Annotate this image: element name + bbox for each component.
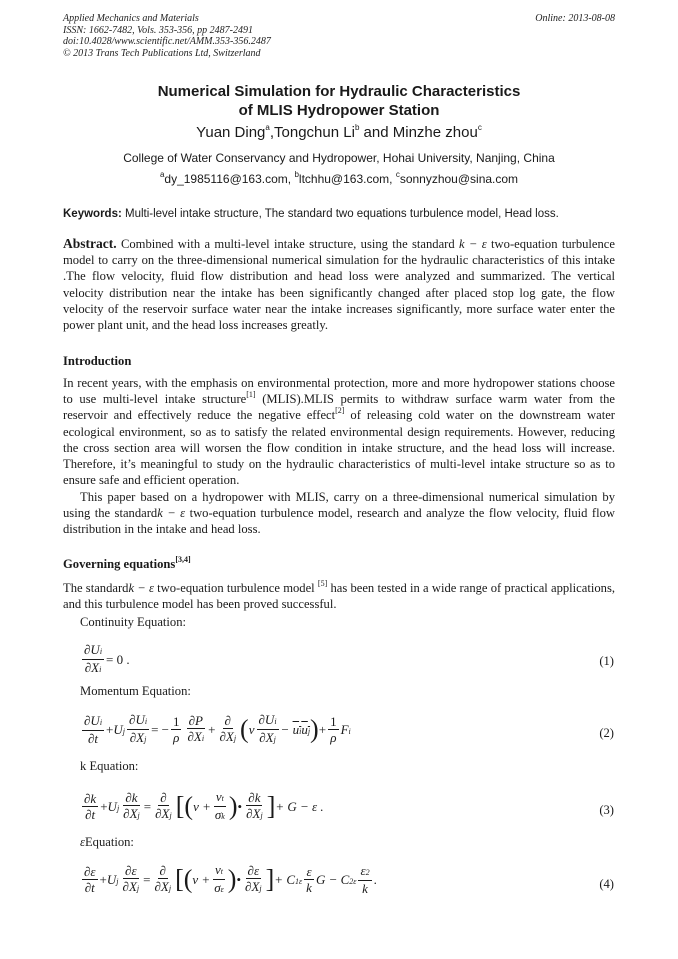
- heading-text: Governing equations: [63, 557, 176, 571]
- journal-header: [63, 13, 615, 59]
- equation-number: (3): [599, 803, 614, 817]
- equation-epsilon: $\frac{\partial\varepsilon}{\partial t}$ +Uj $\frac{\partial\varepsilon}{\partial Xj}$ = $\frac{\partial}{\partial Xj}$ [(v + $\frac{vt}{\sigma\varepsilon}$ )• $\frac{\partial\varepsilon}{\partial Xj}$ ]+ C1ε $\frac{\varepsilon}{k}$ G − C2ε $\frac{\varepsilon 2}{k}$ .: [84, 862, 377, 896]
- intro-paragraph-2: [63, 489, 615, 538]
- gov-text: has been tested in a wide range of practical applications, and this turbulence model has been proved successful.: [63, 581, 615, 612]
- keywords-text: Multi-level intake structure, The standard two equations turbulence model, Head loss.: [121, 208, 559, 220]
- author-superscript: a: [265, 123, 270, 132]
- author-superscript: c: [477, 123, 482, 132]
- gov-text: two-equation turbulence model: [153, 581, 318, 595]
- email-address[interactable]: ltchhu@163.com,: [298, 172, 396, 186]
- keywords: [63, 208, 615, 220]
- equation-number: (1): [599, 654, 614, 668]
- continuity-label: Continuity Equation:: [80, 615, 186, 629]
- epsilon-equation-label: [80, 835, 134, 850]
- citation[interactable]: [3,4]: [175, 554, 191, 564]
- author-name: and Minzhe zhou: [359, 124, 478, 141]
- online-date: Online: 2013-08-08: [535, 13, 615, 24]
- intro-text: two-equation turbulence model, research and analyze the flow velocity, fluid flow distribution in the intake and head loss.: [63, 506, 615, 537]
- journal-name: Applied Mechanics and Materials: [63, 13, 199, 24]
- citation[interactable]: [1]: [246, 390, 256, 400]
- governing-paragraph: [63, 580, 615, 612]
- intro-text: In recent years, with the emphasis on environmental protection, more and more hydropower stations choose to use multi-level intake structure: [63, 376, 615, 407]
- affiliation: College of Water Conservancy and Hydropower, Hohai University, Nanjing, China: [123, 151, 555, 165]
- intro-text: of releasing cold water on the downstream water ecological environment, so as to satisfy the related environmental design requirements. However, reducing the cross section area will worsen the flow condition in intake structure, and the head loss will increase. Therefore, it’s meaningful to study on the hydraulic characteristics of multi-level intake structure so as to ensure safe and efficient operation.: [63, 408, 615, 488]
- abstract-text-post: two-equation turbulence model to carry on the three-dimensional numerical simulation for the hydraulic characteristics of this intake .The flow velocity, fluid flow distribution and head loss were analyzed and summarized. The vertical velocity distribution near the intake has been significantly changed after placed stop log gate, the flow velocity of the reservoir surface water near the intake increases significantly, more surface water enter the power plant unit, and the head loss increases greatly.: [63, 237, 615, 333]
- paper-title: [63, 82, 615, 120]
- title-line-1: Numerical Simulation for Hydraulic Characteristics: [157, 83, 521, 100]
- author-superscript: b: [354, 123, 360, 132]
- equation-momentum: $\frac{\partial Ui}{\partial t}$ +Uj $\frac{\partial Ui}{\partial Xj}$ = − $\frac{1}{\rho}$ $\frac{\partial P}{\partial Xi}$ + $\frac{\partial}{\partial Xj}$ (v $\frac{\partial Ui}{\partial Xj}$ − uiuj)+ $\frac{1}{\rho}$ Fi: [84, 712, 351, 746]
- email-address[interactable]: dy_1985116@163.com,: [164, 172, 295, 186]
- email-superscript: b: [294, 170, 299, 179]
- epsilon-symbol: ε: [80, 835, 85, 849]
- intro-paragraph-1: [63, 375, 615, 488]
- intro-text: (MLIS).MLIS permits to withdraw surface warm water from the reservoir and effectively reduce the negative effect: [63, 392, 616, 423]
- gov-text: The standard: [63, 581, 129, 595]
- author-emails: [63, 172, 615, 186]
- citation[interactable]: [2]: [335, 406, 345, 416]
- email-superscript: a: [159, 170, 165, 179]
- author-name: Yuan Ding: [196, 124, 266, 141]
- citation[interactable]: [5]: [317, 578, 328, 588]
- k-epsilon-symbol: k − ε: [128, 581, 154, 595]
- section-heading-governing-equations: [63, 554, 191, 572]
- abstract-paragraph: [63, 236, 615, 333]
- author-name: ,Tongchun Li: [269, 124, 355, 141]
- email-superscript: c: [395, 170, 400, 179]
- doi-line[interactable]: doi:10.4028/www.scientific.net/AMM.353-356.2487: [63, 36, 271, 47]
- abstract-text-pre: Combined with a multi-level intake structure, using the standard: [116, 237, 459, 251]
- k-equation-label: k Equation:: [80, 759, 139, 773]
- copyright-line: © 2013 Trans Tech Publications Ltd, Switzerland: [63, 47, 261, 59]
- email-address[interactable]: sonnyzhou@sina.com: [399, 172, 519, 186]
- intro-text: This paper based on a hydropower with MLIS, carry on a three-dimensional numerical simulation by using the standard: [63, 490, 615, 521]
- equation-k: $\frac{\partial k}{\partial t}$ +Uj $\frac{\partial k}{\partial Xj}$ = $\frac{\partial}{\partial Xj}$ [(v + $\frac{vt}{\sigma k}$ )• $\frac{\partial k}{\partial Xj}$ ]+ G − ε .: [84, 789, 324, 822]
- k-epsilon-symbol: k − ε: [157, 506, 186, 521]
- title-line-2: of MLIS Hydropower Station: [238, 102, 440, 119]
- k-epsilon-symbol: k − ε: [459, 237, 487, 251]
- issn-line: ISSN: 1662-7482, Vols. 353-356, pp 2487-2491: [63, 24, 253, 36]
- author-list: [63, 124, 615, 141]
- section-heading-introduction: Introduction: [63, 354, 132, 368]
- momentum-label: Momentum Equation:: [80, 684, 191, 698]
- equation-continuity: $\frac{\partial Ui}{\partial Xi}$ = 0 .: [84, 642, 130, 675]
- equation-number: (4): [599, 877, 614, 891]
- keywords-label: Keywords:: [63, 208, 122, 220]
- abstract-label: Abstract.: [63, 236, 117, 251]
- label-text: Equation:: [84, 835, 134, 849]
- equation-number: (2): [599, 726, 614, 740]
